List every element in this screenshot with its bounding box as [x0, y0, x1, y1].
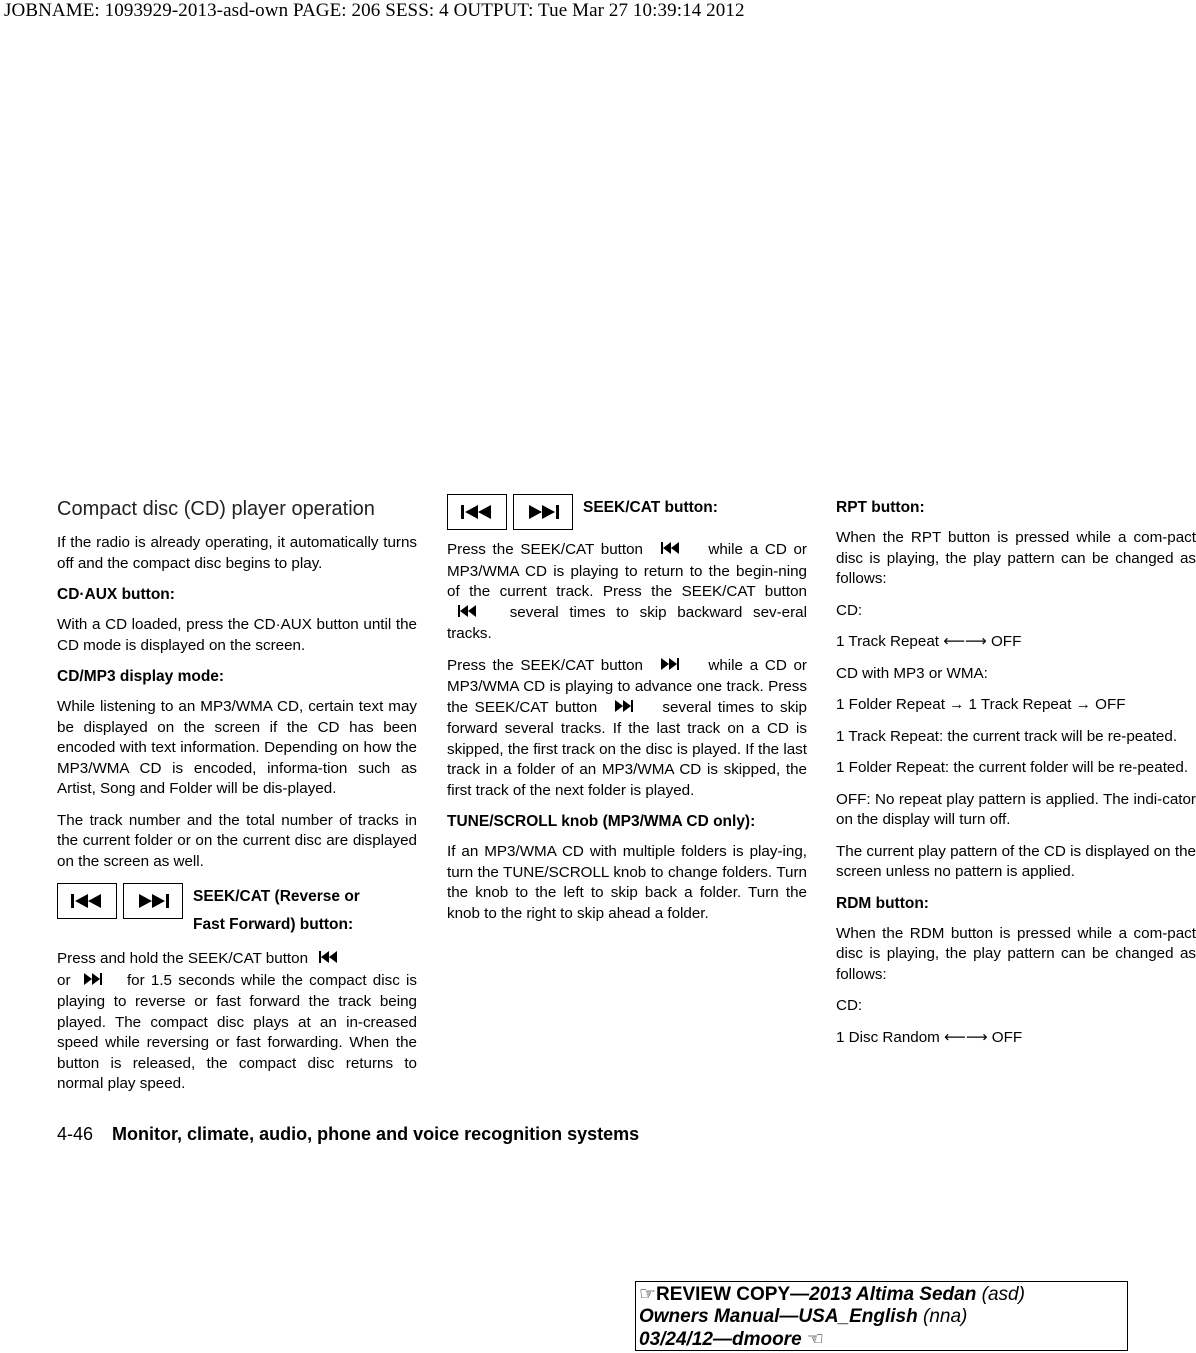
cdaux-paragraph: With a CD loaded, press the CD·AUX button until the CD mode is displayed on the screen.	[57, 616, 417, 654]
review-date-author: 03/24/12—dmoore	[639, 1329, 802, 1350]
cdaux-heading: CD·AUX button:	[57, 586, 175, 603]
seek-forward-icon	[83, 972, 107, 993]
rpt-mp3-pattern: 1 Folder Repeat → 1 Track Repeat → OFF	[836, 696, 1126, 713]
review-line-2	[639, 1306, 1127, 1328]
rdm-cd-pattern: 1 Disc Random ⟵⟶ OFF	[836, 1028, 1023, 1046]
pointing-hand-right-icon: ☞	[639, 1283, 657, 1305]
pointing-hand-left-icon: ☜	[806, 1328, 824, 1350]
chapter-title: Monitor, climate, audio, phone and voice recognition systems	[112, 1124, 640, 1144]
seek-back-text-1: Press the SEEK/CAT button	[447, 541, 643, 558]
press-hold-text-1: Press and hold the SEEK/CAT button	[57, 950, 309, 967]
rpt-heading: RPT button:	[836, 499, 925, 516]
rpt-cd-pattern: 1 Track Repeat ⟵⟶ OFF	[836, 633, 1022, 650]
seek-label: SEEK/CAT button:	[583, 499, 718, 516]
seek-back-button-icon	[57, 883, 117, 919]
display-mode-paragraph: While listening to an MP3/WMA CD, certain text may be displayed on the screen if the CD has been encoded with text information. Depending on how the MP3/WMA CD is encoded, informa-tion such as Artist, Song and Folder will be dis-played.	[57, 698, 417, 797]
seek-button-row	[447, 494, 807, 530]
column-left	[57, 494, 417, 1106]
track-number-paragraph: The track number and the total number of tracks in the current folder or on the current disc are displayed on the screen as well.	[57, 811, 417, 870]
seek-back-button-icon	[447, 494, 507, 530]
seek-forward-button-icon	[513, 494, 573, 530]
off-paragraph: OFF: No repeat play pattern is applied. The indi-cator on the display will turn off.	[836, 790, 1196, 828]
manual-name: Owners Manual—USA_English	[639, 1306, 918, 1327]
review-line-1	[639, 1283, 1127, 1306]
rpt-paragraph: When the RPT button is pressed while a com-pact disc is playing, the play pattern can be changed as follows:	[836, 529, 1196, 587]
folder-repeat-paragraph: 1 Folder Repeat: the current folder will be re-peated.	[836, 759, 1189, 776]
press-hold-or: or	[57, 971, 71, 989]
seek-back-text-3: several times to skip backward sev-eral tracks.	[447, 603, 807, 642]
rdm-heading: RDM button:	[836, 894, 929, 912]
section-title: Compact disc (CD) player operation	[57, 498, 375, 520]
current-pattern-paragraph: The current play pattern of the CD is displayed on the screen unless no pattern is applied.	[836, 842, 1196, 880]
seek-forward-text-3: several times to skip forward several tracks. If the last track on a CD is skipped, the first track on the disc is played. If the last track in a folder of an MP3/WMA CD is skipped, the first track of the next folder is played.	[447, 698, 807, 799]
press-hold-text-2: for 1.5 seconds while the compact disc is playing to reverse or fast forward the track being played. The compact disc plays at an in-creased speed while reversing or fast forwarding. When the button is released, the compact disc returns to normal play speed.	[57, 971, 417, 1092]
seek-back-icon	[457, 604, 481, 625]
tune-scroll-heading: TUNE/SCROLL knob (MP3/WMA CD only):	[447, 813, 756, 830]
seek-back-icon	[318, 950, 342, 971]
seek-forward-icon	[614, 699, 638, 720]
job-header: JOBNAME: 1093929-2013-asd-own PAGE: 206 SESS: 4 OUTPUT: Tue Mar 27 10:39:14 2012	[4, 0, 745, 21]
intro-paragraph: If the radio is already operating, it automatically turns off and the compact disc begins to play.	[57, 534, 417, 572]
seek-back-icon	[660, 541, 684, 562]
display-mode-heading: CD/MP3 display mode:	[57, 668, 225, 685]
column-middle	[447, 494, 807, 935]
seek-reverse-ff-label	[193, 883, 360, 939]
review-copy-box	[635, 1281, 1128, 1351]
rdm-paragraph: When the RDM button is pressed while a com-pact disc is playing, the play pattern can be changed as follows:	[836, 924, 1196, 983]
seek-forward-text-1: Press the SEEK/CAT button	[447, 656, 643, 674]
page-number: 4-46	[57, 1124, 94, 1144]
press-hold-paragraph	[57, 949, 417, 1095]
rdm-cd-label: CD:	[836, 997, 863, 1014]
review-copy-label: REVIEW COPY—	[656, 1284, 810, 1305]
seek-reverse-ff-button-row	[57, 883, 417, 939]
rpt-cd-label: CD:	[836, 601, 863, 619]
column-right	[836, 494, 1196, 1059]
manual-code: (nna)	[917, 1306, 968, 1327]
seek-back-paragraph	[447, 540, 807, 645]
seek-forward-paragraph	[447, 656, 807, 802]
seek-reverse-ff-label-line2: Fast Forward) button:	[193, 916, 354, 933]
vehicle-code: (asd)	[976, 1284, 1025, 1305]
track-repeat-paragraph: 1 Track Repeat: the current track will be re-peated.	[836, 727, 1178, 745]
seek-forward-text-2: while a CD or MP3/WMA CD is playing to advance one track. Press the SEEK/CAT button	[447, 656, 807, 716]
seek-reverse-ff-label-line1: SEEK/CAT (Reverse or	[193, 888, 360, 905]
seek-back-text-2: while a CD or MP3/WMA CD is playing to return to the begin-ning of the current track. Press the SEEK/CAT button	[447, 541, 807, 600]
seek-forward-icon	[660, 657, 684, 678]
rpt-mp3-label: CD with MP3 or WMA:	[836, 664, 988, 682]
seek-forward-button-icon	[123, 883, 183, 919]
vehicle-name: 2013 Altima Sedan	[809, 1284, 977, 1305]
tune-scroll-paragraph: If an MP3/WMA CD with multiple folders is play-ing, turn the TUNE/SCROLL knob to change folders. Turn the knob to the left to skip back a folder. Turn the knob to the right to skip ahead a folder.	[447, 843, 807, 922]
review-line-3	[639, 1328, 1127, 1351]
page-footer	[57, 1124, 639, 1145]
